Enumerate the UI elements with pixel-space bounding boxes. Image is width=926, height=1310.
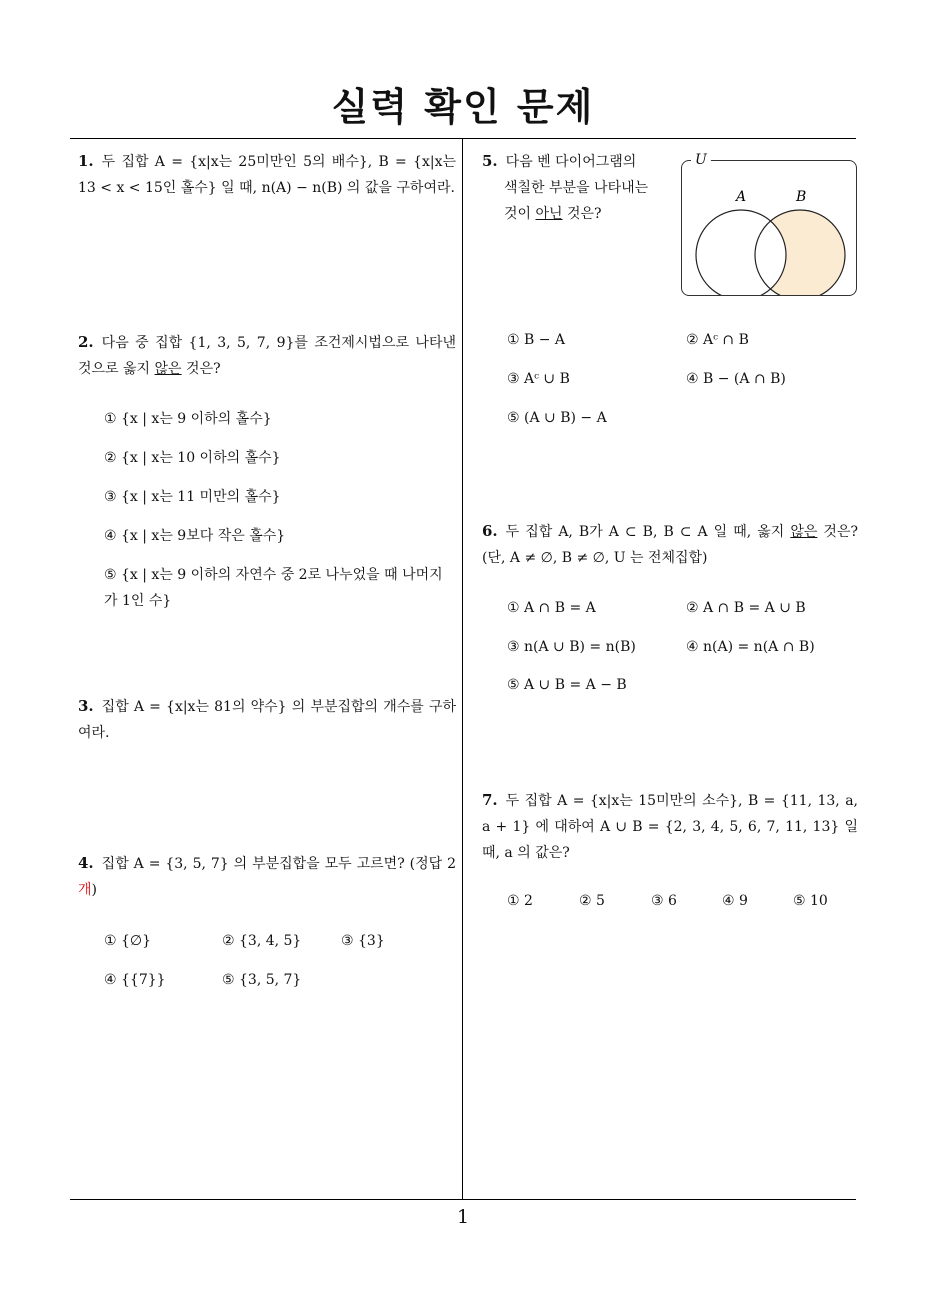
- venn-diagram: [681, 160, 857, 296]
- question-4-stem: [78, 850, 456, 903]
- universe-label: U: [691, 152, 711, 168]
- underlined-word: 아닌: [535, 206, 563, 222]
- underlined-word: 않은: [154, 361, 182, 377]
- question-1: [78, 148, 456, 201]
- q6-option-3[interactable]: ③ n(A ∪ B) = n(B): [507, 639, 636, 655]
- bottom-rule: [70, 1199, 856, 1200]
- question-number: 7.: [482, 791, 498, 809]
- q5-option-5[interactable]: ⑤ (A ∪ B) − A: [507, 410, 607, 426]
- question-5-stem: [482, 148, 682, 227]
- q6-option-2[interactable]: ② A ∩ B = A ∪ B: [686, 600, 806, 616]
- question-text: 두 집합 A = {x|x는 15미만의 소수}, B = {11, 13, a, a + 1} 에 대하여 A ∪ B = {2, 3, 4, 5, 6, 7, 11, 13} 일 때, a 의 값은?: [482, 793, 858, 861]
- top-rule: [70, 138, 856, 139]
- page-number: 1: [456, 1206, 470, 1228]
- question-number: 5.: [482, 152, 498, 170]
- set-a-label: A: [736, 189, 747, 205]
- q4-option-5[interactable]: ⑤ {3, 5, 7}: [222, 972, 302, 988]
- question-text-tail: 것은?: [181, 361, 221, 377]
- question-number: 3.: [78, 697, 94, 715]
- q2-option-2[interactable]: ② {x | x는 10 이하의 홀수}: [104, 450, 281, 466]
- q2-option-4[interactable]: ④ {x | x는 9보다 작은 홀수}: [104, 528, 286, 544]
- page-title: 실력 확인 문제: [331, 85, 595, 129]
- red-word: 개: [78, 882, 92, 898]
- q5-option-2[interactable]: ② Aᶜ ∩ B: [686, 332, 749, 348]
- question-4: [78, 850, 456, 903]
- q5-option-4[interactable]: ④ B − (A ∩ B): [686, 371, 786, 387]
- question-1-stem: [78, 148, 456, 201]
- question-text: 집합 A = {3, 5, 7} 의 부분집합을 모두 고르면? (정답 2: [101, 856, 456, 872]
- q7-option-2[interactable]: ② 5: [579, 893, 605, 909]
- q6-option-1[interactable]: ① A ∩ B = A: [507, 600, 596, 616]
- question-text-line-3: 것이: [504, 206, 536, 222]
- q7-option-3[interactable]: ③ 6: [651, 893, 677, 909]
- question-text-tail: 것은?: [562, 206, 602, 222]
- q4-option-1[interactable]: ① {∅}: [104, 933, 152, 949]
- question-text: 두 집합 A, B가 A ⊂ B, B ⊂ A 일 때, 옳지: [505, 524, 791, 540]
- underlined-word: 않은: [790, 524, 818, 540]
- question-text: 다음 중 집합 {1, 3, 5, 7, 9}를 조건제시법으로 나타낸 것으로 옳지: [78, 335, 456, 377]
- q7-option-4[interactable]: ④ 9: [722, 893, 748, 909]
- question-text: 두 집합 A = {x|x는 25미만인 5의 배수}, B = {x|x는 13 < x < 15인 홀수} 일 때, n(A) − n(B) 의 값을 구하여라.: [78, 154, 456, 196]
- q2-option-1[interactable]: ① {x | x는 9 이하의 홀수}: [104, 411, 272, 427]
- q7-option-1[interactable]: ① 2: [507, 893, 533, 909]
- q4-option-3[interactable]: ③ {3}: [341, 933, 385, 949]
- venn-svg: [682, 161, 856, 295]
- q6-option-5[interactable]: ⑤ A ∪ B = A − B: [507, 677, 627, 693]
- question-6-stem: [482, 518, 858, 571]
- question-text-line-1: 다음 벤 다이어그램의: [505, 154, 637, 170]
- q7-option-5[interactable]: ⑤ 10: [793, 893, 828, 909]
- question-2-stem: [78, 329, 456, 382]
- question-2: [78, 329, 456, 382]
- q6-option-4[interactable]: ④ n(A) = n(A ∩ B): [686, 639, 815, 655]
- question-text: 집합 A = {x|x는 81의 약수} 의 부분집합의 개수를 구하여라.: [78, 699, 456, 741]
- set-b-label: B: [796, 189, 807, 205]
- question-number: 6.: [482, 522, 498, 540]
- q5-option-1[interactable]: ① B − A: [507, 332, 566, 348]
- q4-option-2[interactable]: ② {3, 4, 5}: [222, 933, 302, 949]
- column-divider: [462, 138, 463, 1200]
- question-text-tail: ): [91, 882, 97, 898]
- question-6: [482, 518, 858, 571]
- question-number: 1.: [78, 152, 94, 170]
- question-7-stem: [482, 787, 858, 866]
- question-5: [482, 148, 682, 227]
- question-number: 4.: [78, 854, 94, 872]
- q4-option-4[interactable]: ④ {{7}}: [104, 972, 166, 988]
- q5-option-3[interactable]: ③ Aᶜ ∪ B: [507, 371, 570, 387]
- question-3-stem: [78, 693, 456, 746]
- q2-option-5[interactable]: ⑤ {x | x는 9 이하의 자연수 중 2로 나누었을 때 나머지가 1인 수}: [104, 567, 443, 609]
- question-7: [482, 787, 858, 866]
- question-text-tail: 것은? (단, A ≠ ∅, B ≠ ∅, U 는 전체집합): [482, 524, 858, 566]
- question-3: [78, 693, 456, 746]
- question-text-line-2: 색칠한 부분을 나타내는: [504, 180, 649, 196]
- question-number: 2.: [78, 333, 94, 351]
- q2-option-3[interactable]: ③ {x | x는 11 미만의 홀수}: [104, 489, 281, 505]
